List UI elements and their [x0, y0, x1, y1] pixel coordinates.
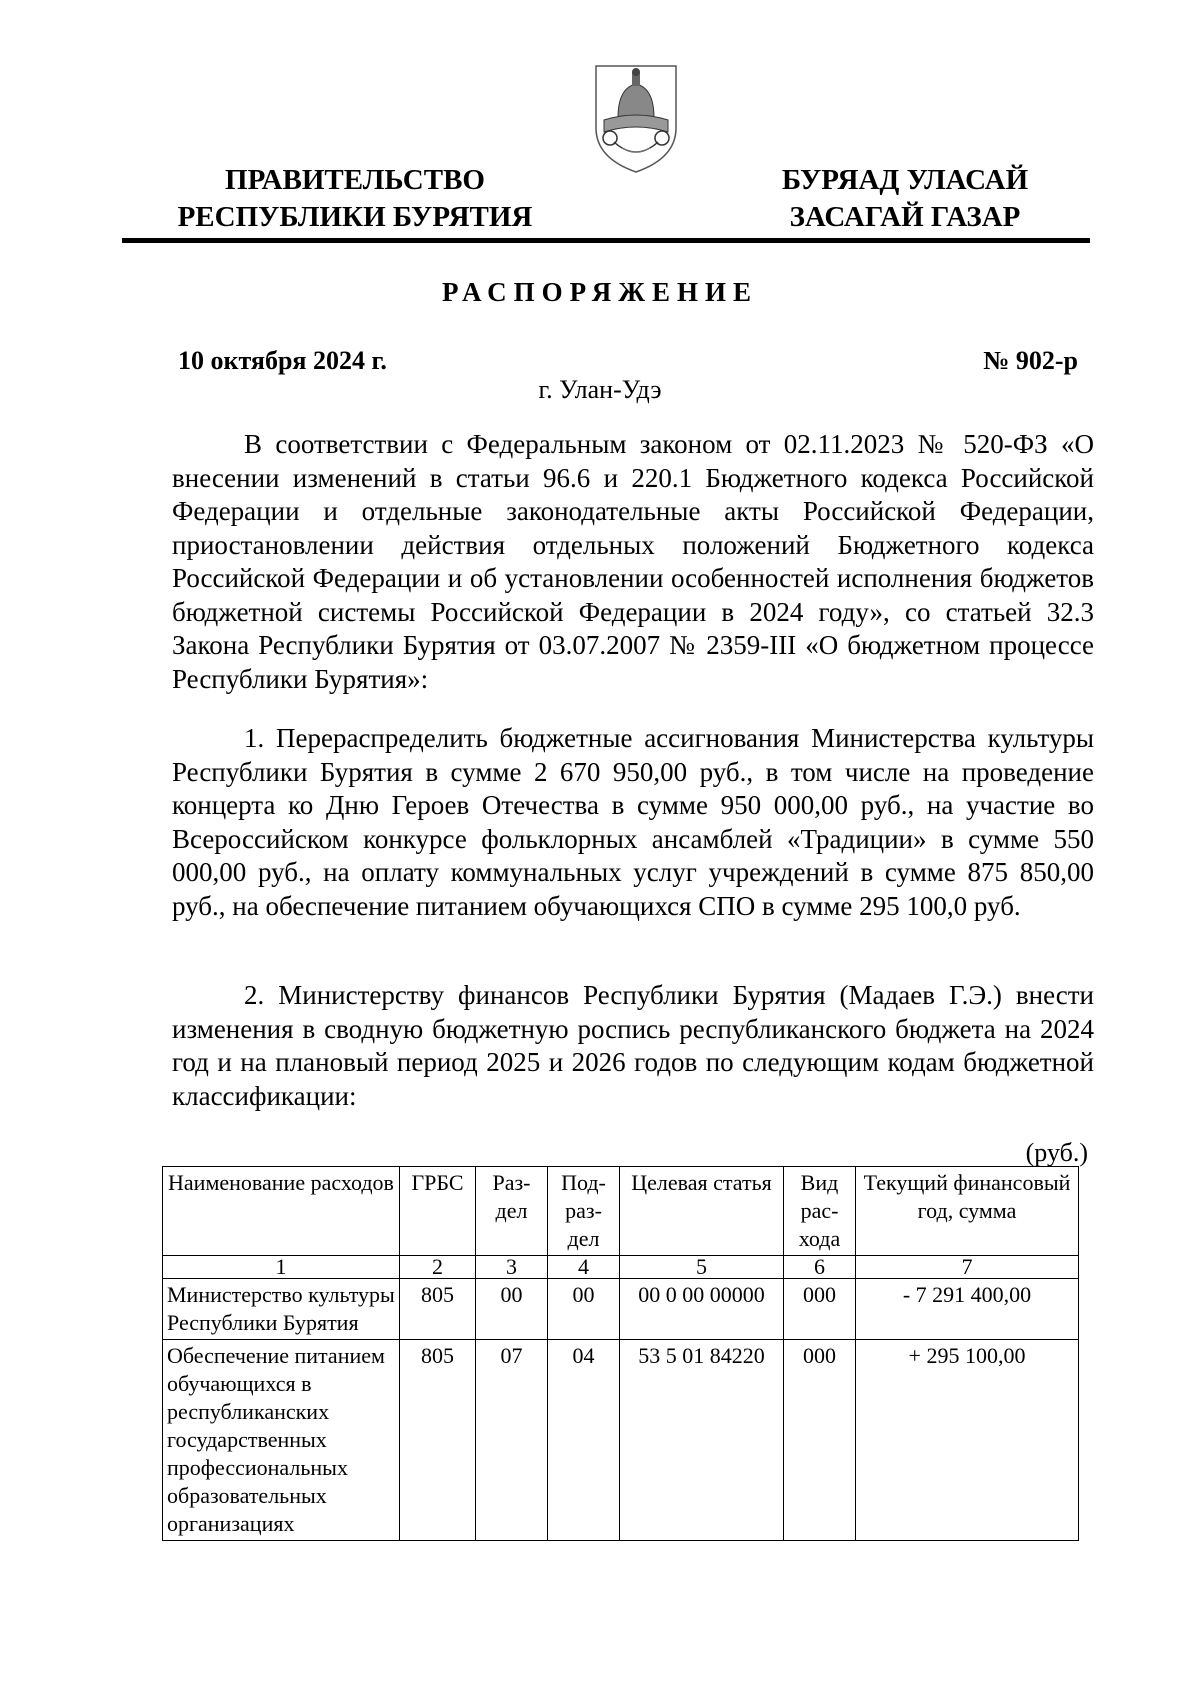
- column-number: 1: [163, 1256, 400, 1279]
- document-type-title: РАСПОРЯЖЕНИЕ: [441, 277, 759, 307]
- table-row: [163, 1340, 1079, 1541]
- column-number: 2: [400, 1256, 476, 1279]
- row-amount: + 295 100,00: [856, 1340, 1079, 1541]
- document-number: № 902-р: [983, 346, 1078, 375]
- table-unit-label: (руб.): [1025, 1138, 1088, 1167]
- header-subsection: Под- раз- дел: [548, 1167, 620, 1256]
- item-2-paragraph: 2. Министерству финансов Республики Бурятия (Мадаев Г.Э.) внести изменения в сводную бюджетную роспись республиканского бюджета на 2024 год и на плановый период 2025 и 2026 годов по следующим кодам бюджетной классификации:: [172, 980, 1094, 1111]
- column-number: 6: [784, 1256, 856, 1279]
- table-header-row: [163, 1167, 1079, 1256]
- row-subsection: 04: [548, 1340, 620, 1541]
- column-number: 3: [476, 1256, 548, 1279]
- org-name-ru-line-2: РЕСПУБЛИКИ БУРЯТИЯ: [177, 201, 533, 233]
- table-column-numbers-row: [163, 1256, 1079, 1279]
- header-target-article: Целевая статья: [620, 1167, 784, 1256]
- row-grbs: 805: [400, 1279, 476, 1340]
- row-target-article: 53 5 01 84220: [620, 1340, 784, 1541]
- row-section: 07: [476, 1340, 548, 1541]
- row-subsection: 00: [548, 1279, 620, 1340]
- row-section: 00: [476, 1279, 548, 1340]
- document-city: г. Улан-Удэ: [538, 375, 662, 404]
- document-date: 10 октября 2024 г.: [178, 346, 387, 375]
- row-target-article: 00 0 00 00000: [620, 1279, 784, 1340]
- row-expense-type: 000: [784, 1340, 856, 1541]
- row-expense-type: 000: [784, 1279, 856, 1340]
- column-number: 4: [548, 1256, 620, 1279]
- row-name: Обеспечение питанием обучающихся в республиканских государственных профессиональных образовательных организациях: [163, 1340, 400, 1541]
- coat-of-arms-emblem-icon: [588, 58, 684, 176]
- row-amount: - 7 291 400,00: [856, 1279, 1079, 1340]
- column-number: 5: [620, 1256, 784, 1279]
- header-current-year-amount: Текущий финансовый год, сумма: [856, 1167, 1079, 1256]
- table-row: [163, 1279, 1079, 1340]
- header-name-of-expenses: Наименование расходов: [163, 1167, 400, 1256]
- item-1-paragraph: 1. Перераспределить бюджетные ассигнования Министерства культуры Республики Бурятия в сумме 2 670 950,00 руб., в том числе на проведение концерта ко Дню Героев Отечества в сумме 950 000,00 руб., на участие во Всероссийском конкурсе фольклорных ансамблей «Традиции» в сумме 550 000,00 руб., на оплату коммунальных услуг учреждений в сумме 875 850,00 руб., на обеспечение питанием обучающихся СПО в сумме 295 100,0 руб.: [172, 723, 1094, 921]
- org-name-buryat: [760, 162, 1050, 236]
- org-name-ru-line-1: ПРАВИТЕЛЬСТВО: [225, 164, 485, 196]
- header-section: Раз- дел: [476, 1167, 548, 1256]
- budget-table: [162, 1166, 1079, 1541]
- column-number: 7: [856, 1256, 1079, 1279]
- org-name-bua-line-1: БУРЯАД УЛАСАЙ: [781, 164, 1029, 196]
- org-name-bua-line-2: ЗАСАГАЙ ГАЗАР: [789, 201, 1021, 233]
- row-name: Министерство культуры Республики Бурятия: [163, 1279, 400, 1340]
- preamble-paragraph: В соответствии с Федеральным законом от 02.11.2023 № 520-ФЗ «О внесении изменений в статьи 96.6 и 220.1 Бюджетного кодекса Российской Федерации и отдельные законодательные акты Российской Федерации, приостановлении действия отдельных положений Бюджетного кодекса Российской Федерации и об установлении особенностей исполнения бюджетов бюджетной системы Российской Федерации в 2024 году», со статьей 32.3 Закона Республики Бурятия от 03.07.2007 № 2359-III «О бюджетном процессе Республики Бурятия»:: [172, 429, 1094, 694]
- row-grbs: 805: [400, 1340, 476, 1541]
- header-grbs: ГРБС: [400, 1167, 476, 1256]
- org-name-russian: [170, 162, 540, 236]
- header-divider: [122, 238, 1090, 243]
- header-expense-type: Вид рас- хода: [784, 1167, 856, 1256]
